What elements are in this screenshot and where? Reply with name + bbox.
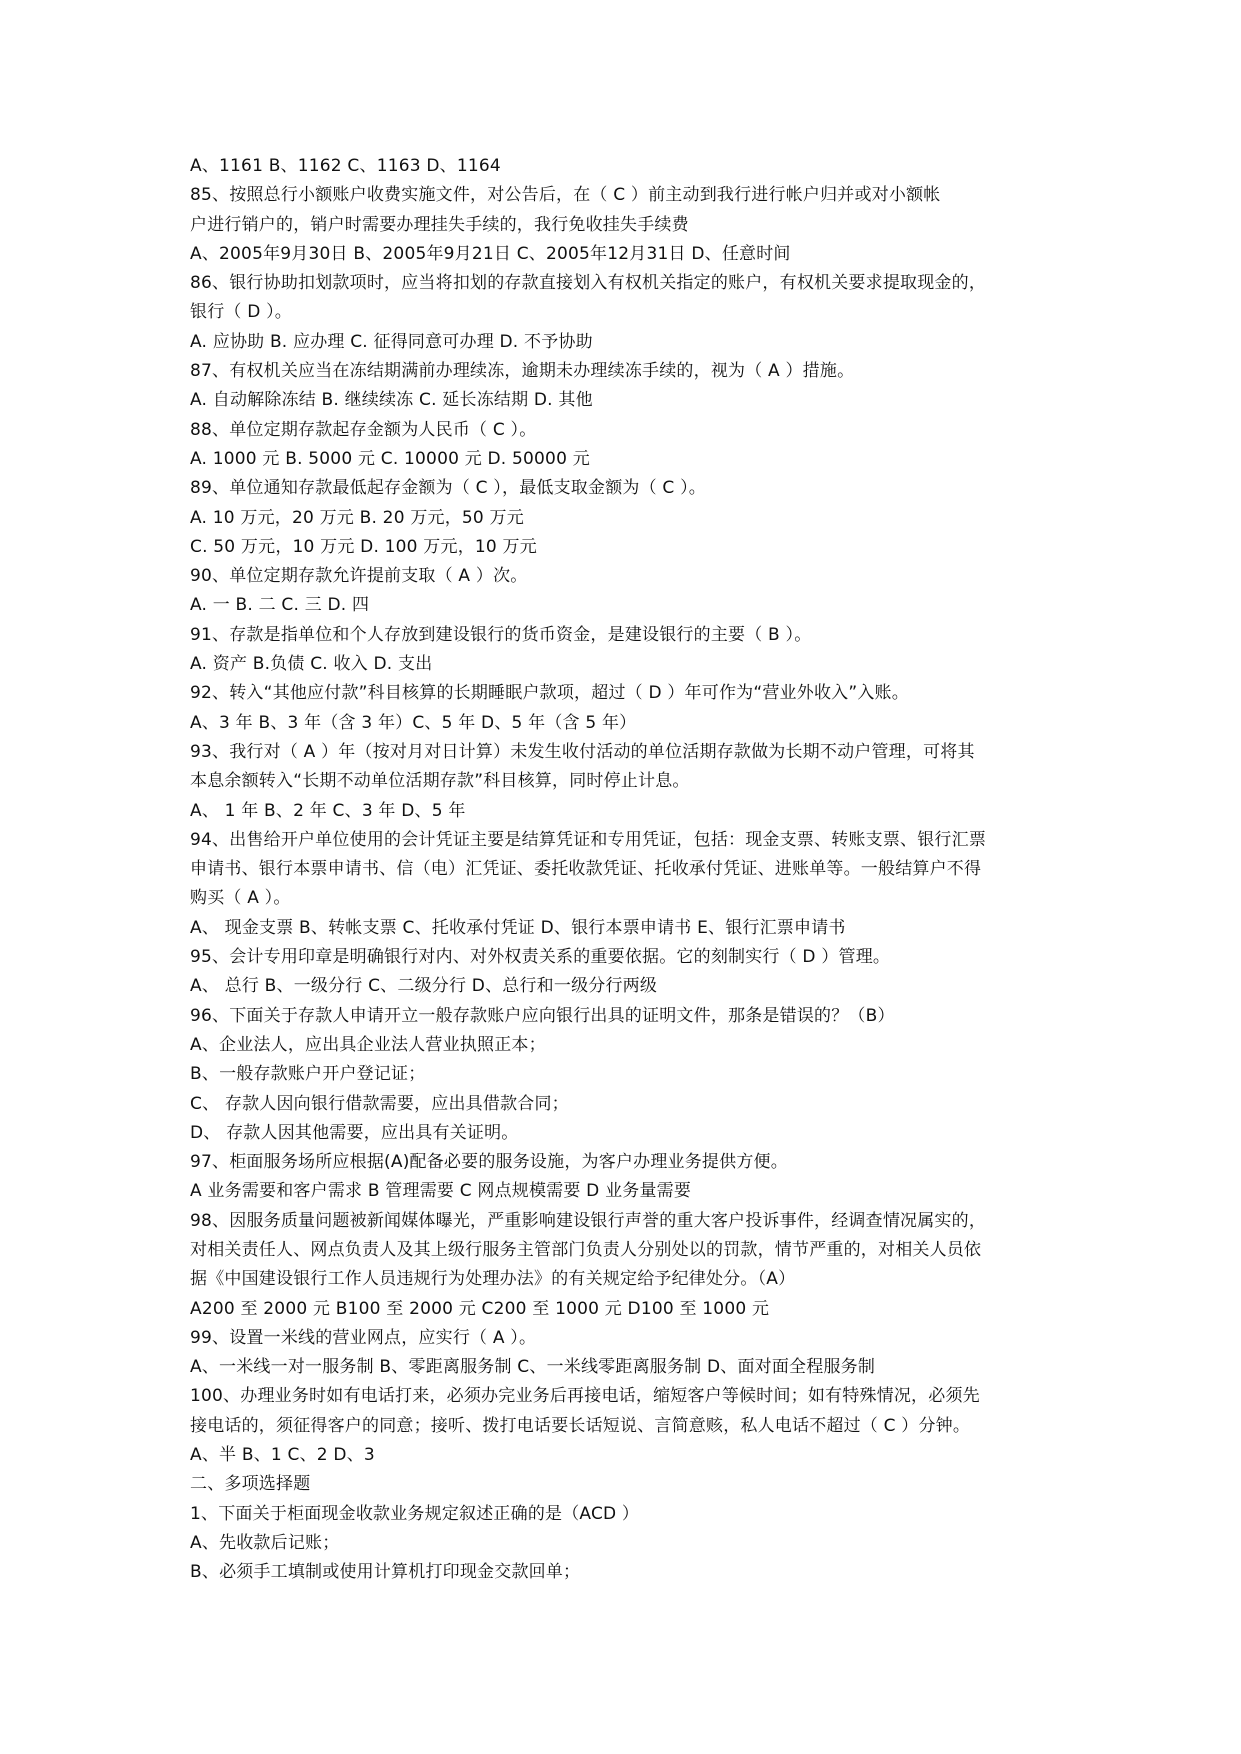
text-line: 89、单位通知存款最低起存金额为（ C ），最低支取金额为（ C ）。 [190, 478, 706, 499]
text-line: A、先收款后记账； [190, 1532, 340, 1553]
document-body [190, 152, 1060, 1588]
text-line: 97、柜面服务场所应根据(A)配备必要的服务设施，为客户办理业务提供方便。 [190, 1152, 788, 1173]
text-line: 94、出售给开户单位使用的会计凭证主要是结算凭证和专用凭证，包括：现金支票、转账支票、银行汇票 [190, 829, 987, 850]
text-line: B、一般存款账户开户登记证； [190, 1064, 426, 1085]
text-line: 92、转入“其他应付款”科目核算的长期睡眠户款项，超过（ D ）年可作为“营业外收入”入账。 [190, 683, 909, 704]
text-line: A200 至 2000 元 B100 至 2000 元 C200 至 1000 元 D100 至 1000 元 [190, 1298, 770, 1319]
text-line: A. 自动解除冻结 B. 继续续冻 C. 延长冻结期 D. 其他 [190, 390, 593, 411]
text-line: 90、单位定期存款允许提前支取（ A ）次。 [190, 566, 528, 587]
text-line: 85、按照总行小额账户收费实施文件，对公告后，在（ C ）前主动到我行进行帐户归并或对小额帐 [190, 185, 941, 206]
text-line: A. 资产 B.负债 C. 收入 D. 支出 [190, 654, 433, 675]
text-line: 接电话的，须征得客户的同意；接听、拨打电话要长话短说、言简意赅，私人电话不超过（ C ）分钟。 [190, 1415, 971, 1436]
text-line: B、必须手工填制或使用计算机打印现金交款回单； [190, 1562, 581, 1583]
text-line: C、 存款人因向银行借款需要，应出具借款合同； [190, 1093, 569, 1114]
text-line: A、一米线一对一服务制 B、零距离服务制 C、一米线零距离服务制 D、面对面全程服务制 [190, 1357, 876, 1378]
text-line: 申请书、银行本票申请书、信（电）汇凭证、委托收款凭证、托收承付凭证、进账单等。一般结算户不得 [190, 859, 982, 880]
text-line: 87、有权机关应当在冻结期满前办理续冻，逾期未办理续冻手续的，视为（ A ）措施。 [190, 361, 855, 382]
text-line: 88、单位定期存款起存金额为人民币（ C ）。 [190, 419, 537, 440]
text-line: 购买（ A ）。 [190, 888, 291, 909]
text-line: 对相关责任人、网点负责人及其上级行服务主管部门负责人分别处以的罚款，情节严重的，对相关人员依 [190, 1239, 982, 1260]
text-line: A、 总行 B、一级分行 C、二级分行 D、总行和一级分行两级 [190, 976, 658, 997]
text-line: A. 应协助 B. 应办理 C. 征得同意可办理 D. 不予协助 [190, 331, 593, 352]
text-line: 91、存款是指单位和个人存放到建设银行的货币资金，是建设银行的主要（ B ）。 [190, 624, 812, 645]
text-line: A、3 年 B、3 年（含 3 年）C、5 年 D、5 年（含 5 年） [190, 712, 637, 733]
text-line: 户进行销户的，销户时需要办理挂失手续的，我行免收挂失手续费 [190, 214, 689, 235]
text-line: 96、下面关于存款人申请开立一般存款账户应向银行出具的证明文件，那条是错误的？（B） [190, 1005, 895, 1026]
text-line: A、半 B、1 C、2 D、3 [190, 1445, 375, 1466]
text-line: 86、银行协助扣划款项时，应当将扣划的存款直接划入有权机关指定的账户，有权机关要求提取现金的， [190, 273, 987, 294]
text-line: A、1161 B、1162 C、1163 D、1164 [190, 156, 501, 176]
text-line: A、 现金支票 B、转帐支票 C、托收承付凭证 D、银行本票申请书 E、银行汇票申请书 [190, 917, 846, 938]
text-line: A 业务需要和客户需求 B 管理需要 C 网点规模需要 D 业务量需要 [190, 1181, 692, 1202]
text-line: 99、设置一米线的营业网点，应实行（ A ）。 [190, 1327, 537, 1348]
text-line: A、 1 年 B、2 年 C、3 年 D、5 年 [190, 800, 466, 821]
text-line: A. 10 万元，20 万元 B. 20 万元，50 万元 [190, 507, 524, 528]
text-line: 银行（ D ）。 [190, 302, 292, 323]
text-line: 98、因服务质量问题被新闻媒体曝光，严重影响建设银行声誉的重大客户投诉事件，经调查情况属实的， [190, 1210, 987, 1231]
text-line: 100、办理业务时如有电话打来，必须办完业务后再接电话，缩短客户等候时间；如有特殊情况，必须先 [190, 1386, 980, 1407]
text-line: 93、我行对（ A ）年（按对月对日计算）未发生收付活动的单位活期存款做为长期不动户管理，可将其 [190, 741, 975, 762]
text-line: A、2005年9月30日 B、2005年9月21日 C、2005年12月31日 D、任意时间 [190, 243, 791, 264]
text-line: 本息余额转入“长期不动单位活期存款”科目核算，同时停止计息。 [190, 771, 690, 792]
text-line: A、企业法人，应出具企业法人营业执照正本； [190, 1034, 546, 1055]
text-line: D、 存款人因其他需要，应出具有关证明。 [190, 1122, 519, 1143]
text-line: 据《中国建设银行工作人员违规行为处理办法》的有关规定给予纪律处分。（A） [190, 1269, 796, 1290]
text-line: C. 50 万元，10 万元 D. 100 万元，10 万元 [190, 536, 537, 557]
text-line: 95、会计专用印章是明确银行对内、对外权责关系的重要依据。它的刻制实行（ D ）管理。 [190, 947, 891, 968]
text-line: 1、下面关于柜面现金收款业务规定叙述正确的是（ACD ） [190, 1503, 640, 1524]
text-line: A. 一 B. 二 C. 三 D. 四 [190, 595, 370, 616]
section-heading: 二、多项选择题 [190, 1474, 311, 1495]
text-line: A. 1000 元 B. 5000 元 C. 10000 元 D. 50000 元 [190, 448, 590, 469]
